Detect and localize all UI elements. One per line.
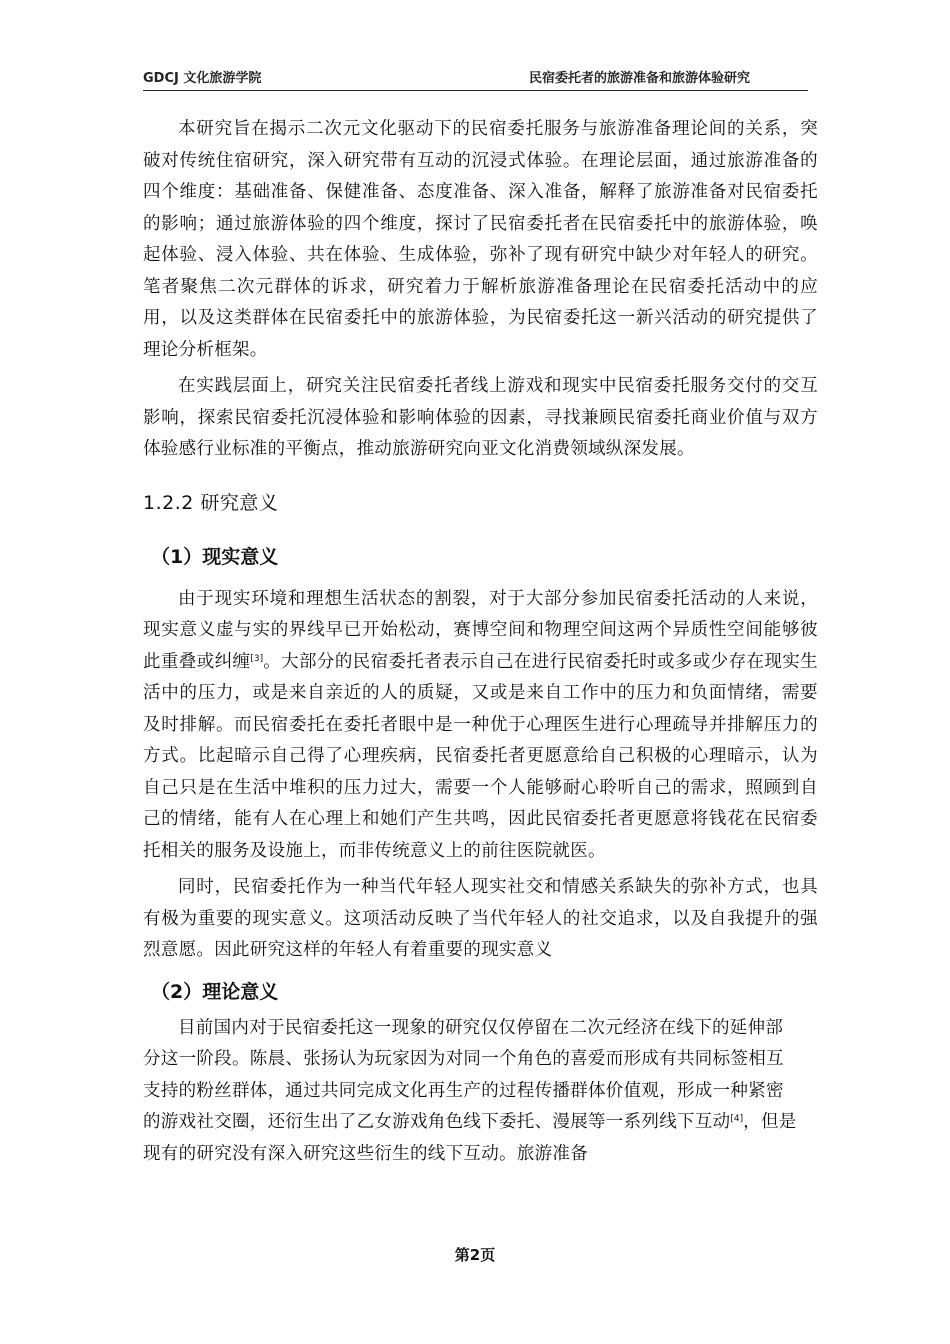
header-thesis-title: 民宿委托者的旅游准备和旅游体验研究 (528, 71, 750, 86)
paragraph-text: 目前国内对于民宿委托这一现象的研究仅仅停留在二次元经济在线下的延伸部分这一阶段。陈晨、张扬认为玩家因为对同一个角色的喜爱而形成有共同标签相互支持的粉丝群体，通过共同完成文化再生产的过程传播群体价值观，形成一种紧密的游戏社交圈，还衍生出了乙女游戏角色线下委托、漫展等一系列线下互动 (143, 1017, 784, 1132)
citation-ref-4: [4] (730, 1114, 744, 1124)
running-header (143, 64, 808, 91)
citation-ref-3: [3] (250, 653, 264, 664)
header-institution: GDCJ 文化旅游学院 (143, 71, 262, 86)
paragraph-social-compensation: 同时，民宿委托作为一种当代年轻人现实社交和情感关系缺失的弥补方式，也具有极为重要的现实意义。这项活动反映了当代年轻人的社交追求，以及自我提升的强烈意愿。因此研究这样的年轻人有着重要的现实意义 (143, 877, 818, 960)
paragraph-text: ，但是现有的研究没有深入研究这些衍生的线下互动。旅游准备 (143, 1112, 797, 1164)
paragraph-practice-level: 在实践层面上，研究关注民宿委托者线上游戏和现实中民宿委托服务交付的交互影响，探索民宿委托沉浸体验和影响体验的因素，寻找兼顾民宿委托商业价值与双方体验感行业标准的平衡点，推动旅游研究向亚文化消费领域纵深发展。 (143, 376, 818, 459)
paragraph-text: 由于现实环境和理想生活状态的割裂，对于大部分参加民宿委托活动的人来说，现实意义虚与实的界线早已开始松动，赛博空间和物理空间这两个异质性空间能够彼此重叠或纠缠 (143, 588, 818, 672)
subsection-heading-theoretical-significance: （2）理论意义 (151, 980, 279, 1003)
section-heading-research-significance: 1.2.2 研究意义 (143, 491, 279, 514)
paragraph-text: 。大部分的民宿委托者表示自己在进行民宿委托时或多或少存在现实生活中的压力，或是来自亲近的人的质疑，又或是来自工作中的压力和负面情绪，需要及时排解。而民宿委托在委托者眼中是一种优于心理医生进行心理疏导并排解压力的方式。比起暗示自己得了心理疾病，民宿委托者更愿意给自己积极的心理暗示，认为自己只是在生活中堆积的压力过大，需要一个人能够耐心聆听自己的需求，照顾到自己的情绪，能有人在心理上和她们产生共鸣，因此民宿委托者更愿意将钱花在民宿委托相关的服务及设施上，而非传统意义上的前往医院就医。 (143, 651, 818, 861)
document-body (143, 114, 818, 1170)
paragraph-research-aim: 本研究旨在揭示二次元文化驱动下的民宿委托服务与旅游准备理论间的关系，突破对传统住宿研究，深入研究带有互动的沉浸式体验。在理论层面，通过旅游准备的四个维度：基础准备、保健准备、态度准备、深入准备，解释了旅游准备对民宿委托的影响；通过旅游体验的四个维度，探讨了民宿委托者在民宿委托中的旅游体验，唤起体验、浸入体验、共在体验、生成体验，弥补了现有研究中缺少对年轻人的研究。笔者聚焦二次元群体的诉求，研究着力于解析旅游准备理论在民宿委托活动中的应用，以及这类群体在民宿委托中的旅游体验，为民宿委托这一新兴活动的研究提供了理论分析框架。 (143, 119, 818, 360)
paragraph-practical-significance (143, 584, 818, 868)
paragraph-theoretical-significance (143, 1013, 798, 1171)
subsection-heading-practical-significance: （1）现实意义 (151, 545, 279, 568)
page-number: 第2页 (454, 1246, 496, 1264)
